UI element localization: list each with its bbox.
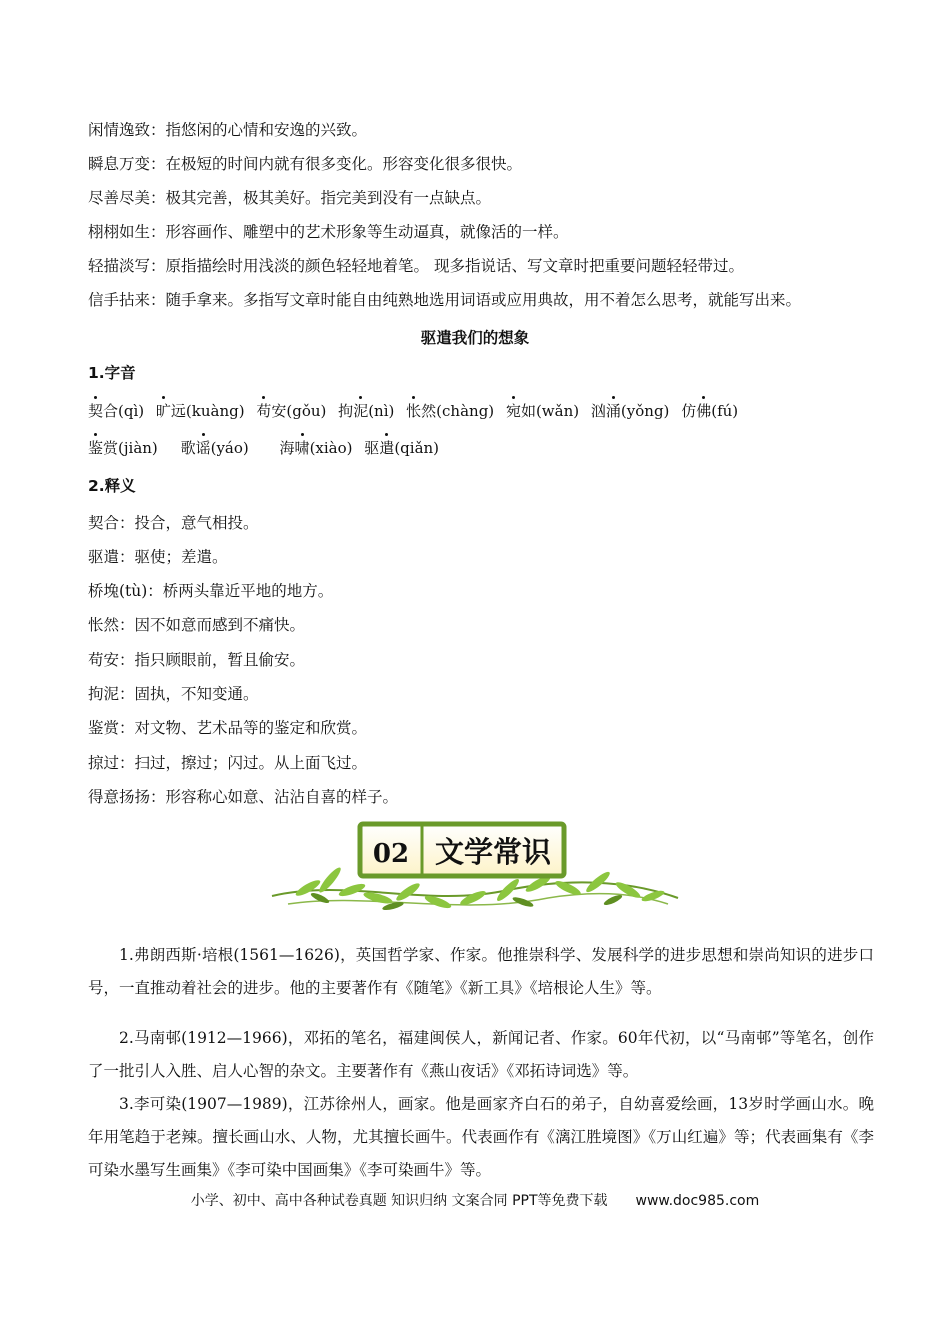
pinyin-item: 驱遣(qiǎn): [364, 439, 440, 457]
idiom-def: 原指描绘时用浅淡的颜色轻轻地着笔。 现多指说话、写文章时把重要问题轻轻带过。: [165, 257, 744, 275]
idiom-term: 闲情逸致：: [88, 121, 166, 139]
banner-number: 02: [372, 839, 410, 869]
pinyin-row: [88, 438, 446, 458]
idiom-line: [88, 256, 744, 276]
idiom-term: 信手拈来：: [88, 291, 166, 309]
pinyin-item: 仿佛(fú): [681, 402, 739, 420]
idiom-def: 在极短的时间内就有很多变化。形容变化很多很快。: [165, 155, 523, 173]
definition-line: 契合：投合，意气相投。: [88, 514, 259, 532]
heading-shiyi: 2.释义: [88, 477, 136, 495]
idiom-def: 随手拿来。多指写文章时能自由纯熟地选用词语或应用典故，用不着怎么思考，就能写出来。: [165, 291, 802, 309]
idiom-def: 指悠闲的心情和安逸的兴致。: [165, 121, 368, 139]
footer-site-link[interactable]: www.doc985.com: [635, 1193, 760, 1209]
pinyin-item: 拘泥(nì): [338, 402, 395, 420]
idiom-term: 栩栩如生：: [88, 223, 166, 241]
idiom-term: 瞬息万变：: [88, 155, 166, 173]
idiom-def: 极其完善，极其美好。指完美到没有一点缺点。: [165, 189, 492, 207]
heading-ziyin: 1.字音: [88, 364, 136, 382]
footer-text: 小学、初中、高中各种试卷真题 知识归纳 文案合同 PPT等免费下载: [190, 1193, 608, 1209]
idiom-line: [88, 222, 569, 242]
definition-line: 得意扬扬：形容称心如意、沾沾自喜的样子。: [88, 788, 399, 806]
pinyin-item: 宛如(wǎn): [505, 402, 580, 420]
definition-line: 驱遣：驱使；差遣。: [88, 548, 228, 566]
pinyin-row: [88, 401, 745, 421]
idiom-line: [88, 154, 522, 174]
literature-paragraph: 2.马南邨(1912—1966)，邓拓的笔名，福建闽侯人，新闻记者、作家。60年代初，以“马南邨”等笔名，创作了一批引人入胜、启人心智的杂文。主要著作有《燕山夜话》《邓拓诗词选》等。: [88, 1029, 874, 1080]
idiom-term: 轻描淡写：: [88, 257, 166, 275]
idiom-line: [88, 120, 367, 140]
banner-title: 文学常识: [434, 835, 552, 869]
section-title: 驱遣我们的想象: [420, 329, 530, 347]
section-banner: [268, 818, 682, 912]
literature-paragraph: 3.李可染(1907—1989)，江苏徐州人，画家。他是画家齐白石的弟子，自幼喜爱绘画，13岁时学画山水。晚年用笔趋于老辣。擅长画山水、人物，尤其擅长画牛。代表画作有《漓江胜境图》《万山红遍》等；代表画集有《李可染水墨写生画集》《李可染中国画集》《李可染画牛》等。: [88, 1095, 874, 1179]
pinyin-item: 契合(qì): [88, 402, 145, 420]
idiom-line: [88, 188, 491, 208]
pinyin-item: 鉴赏(jiàn): [88, 439, 158, 457]
pinyin-item: 汹涌(yǒng): [590, 402, 670, 420]
definition-line: 掠过：扫过，擦过；闪过。从上面飞过。: [88, 754, 368, 772]
idiom-term: 尽善尽美：: [88, 189, 166, 207]
pinyin-item: 旷远(kuàng): [155, 402, 245, 420]
definition-line: 拘泥：固执，不知变通。: [88, 685, 259, 703]
footer: [0, 1190, 950, 1210]
pinyin-item: 怅然(chàng): [406, 402, 495, 420]
pinyin-item: 海啸(xiào): [279, 439, 353, 457]
pinyin-item: 苟安(gǒu): [256, 402, 327, 420]
idiom-line: [88, 290, 801, 310]
idiom-def: 形容画作、雕塑中的艺术形象等生动逼真，就像活的一样。: [165, 223, 569, 241]
literature-paragraph: 1.弗朗西斯·培根(1561—1626)，英国哲学家、作家。他推崇科学、发展科学的进步思想和崇尚知识的进步口号，一直推动着社会的进步。他的主要著作有《随笔》《新工具》《培根论人生》等。: [88, 946, 874, 997]
definition-line: 苟安：指只顾眼前，暂且偷安。: [88, 651, 306, 669]
definition-line: 鉴赏：对文物、艺术品等的鉴定和欣赏。: [88, 719, 368, 737]
definition-line: 桥堍(tù)：桥两头靠近平地的地方。: [88, 582, 334, 600]
pinyin-item: 歌谣(yáo): [180, 439, 249, 457]
definition-line: 怅然：因不如意而感到不痛快。: [88, 616, 306, 634]
